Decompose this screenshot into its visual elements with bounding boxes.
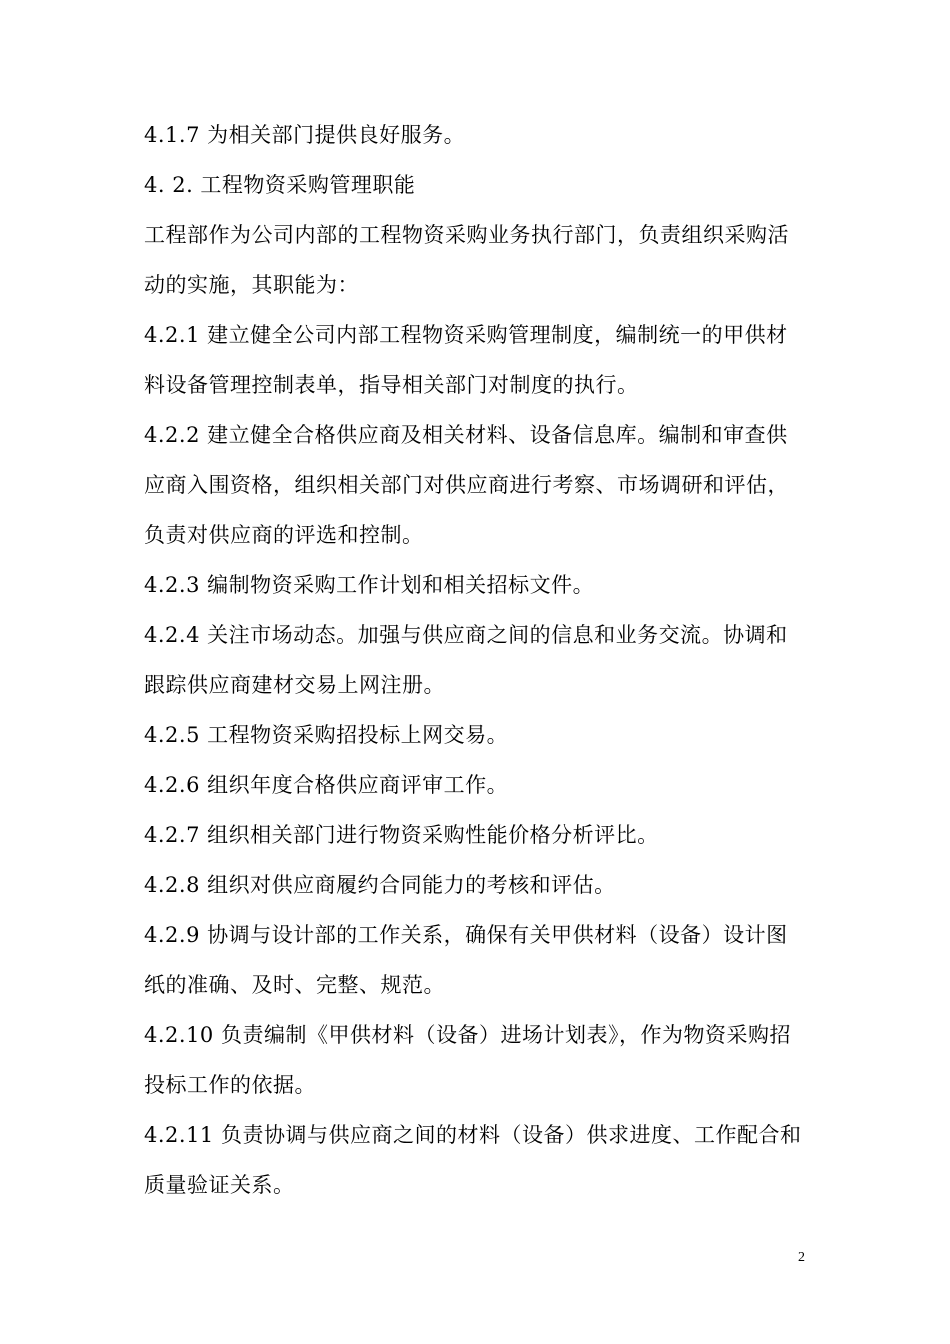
item-4-2-2-line-2: 应商入围资格，组织相关部门对供应商进行考察、市场调研和评估，	[144, 473, 789, 497]
item-4-2-1-line-2: 料设备管理控制表单，指导相关部门对制度的执行。	[144, 373, 639, 397]
item-4-2-10-line-2: 投标工作的依据。	[144, 1073, 316, 1097]
document-body	[144, 110, 814, 1210]
paragraph-intro-line-1: 工程部作为公司内部的工程物资采购业务执行部门，负责组织采购活	[144, 223, 789, 247]
paragraph-intro-line-2: 动的实施，其职能为：	[144, 273, 359, 297]
item-4-2-5: 4.2.5 工程物资采购招投标上网交易。	[144, 723, 509, 747]
item-4-2-2-line-1: 4.2.2 建立健全合格供应商及相关材料、设备信息库。编制和审查供	[144, 423, 788, 447]
item-4-2-1-line-1: 4.2.1 建立健全公司内部工程物资采购管理制度，编制统一的甲供材	[144, 323, 788, 347]
item-4-2-2-line-3: 负责对供应商的评选和控制。	[144, 523, 424, 547]
item-4-2-11-line-1: 4.2.11 负责协调与供应商之间的材料（设备）供求进度、工作配合和	[144, 1123, 802, 1147]
item-4-2-3: 4.2.3 编制物资采购工作计划和相关招标文件。	[144, 573, 595, 597]
item-4-2-6: 4.2.6 组织年度合格供应商评审工作。	[144, 773, 509, 797]
section-heading-4-2: 4. 2. 工程物资采购管理职能	[144, 173, 416, 197]
item-4-2-11-line-2: 质量验证关系。	[144, 1173, 295, 1197]
page-number: 2	[798, 1250, 805, 1265]
item-4-2-7: 4.2.7 组织相关部门进行物资采购性能价格分析评比。	[144, 823, 659, 847]
item-4-2-4-line-2: 跟踪供应商建材交易上网注册。	[144, 673, 445, 697]
item-4-2-10-line-1: 4.2.10 负责编制《甲供材料（设备）进场计划表》，作为物资采购招	[144, 1023, 791, 1047]
item-4-2-4-line-1: 4.2.4 关注市场动态。加强与供应商之间的信息和业务交流。协调和	[144, 623, 788, 647]
item-4-2-9-line-2: 纸的准确、及时、完整、规范。	[144, 973, 445, 997]
text-line-4-1-7: 4.1.7 为相关部门提供良好服务。	[144, 123, 466, 147]
item-4-2-8: 4.2.8 组织对供应商履约合同能力的考核和评估。	[144, 873, 616, 897]
item-4-2-9-line-1: 4.2.9 协调与设计部的工作关系，确保有关甲供材料（设备）设计图	[144, 923, 788, 947]
